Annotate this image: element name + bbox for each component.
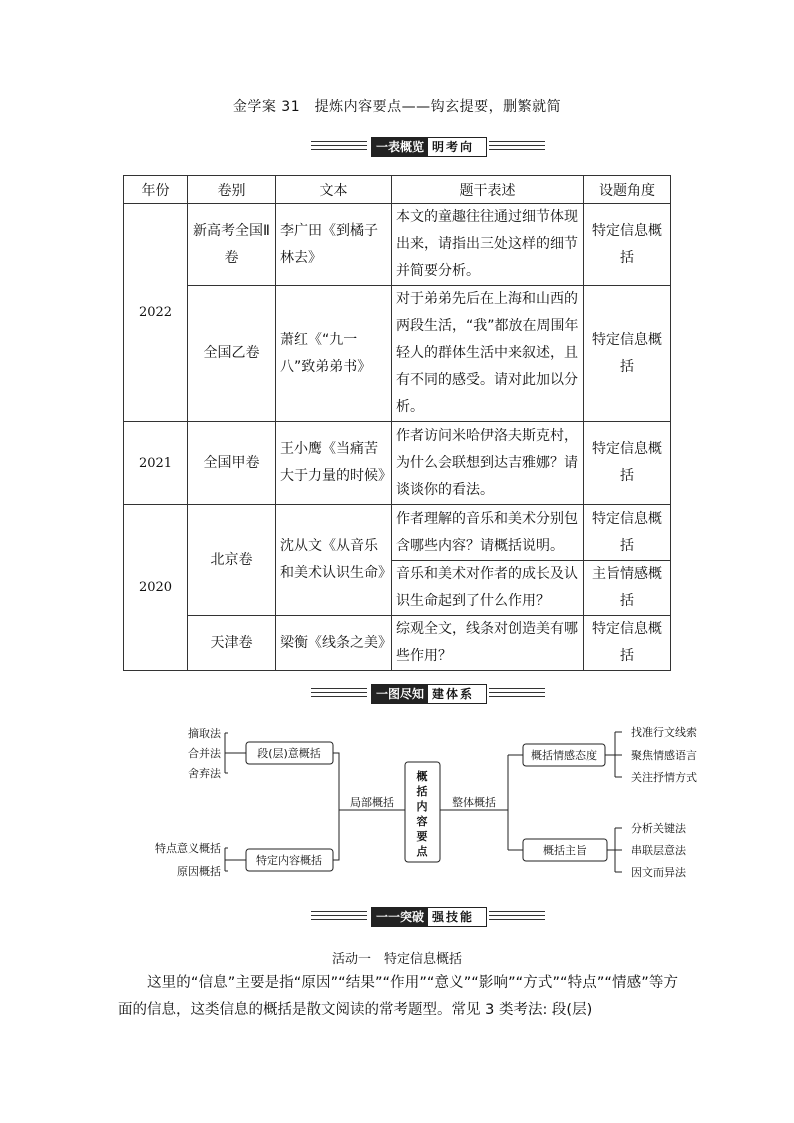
paper-cell: 北京卷	[188, 505, 276, 616]
seg-method-label: 合并法	[188, 747, 221, 760]
center-char: 点	[416, 845, 428, 858]
table-row	[124, 204, 671, 286]
angle-cell: 主旨情感概括	[584, 561, 671, 616]
paper-cell: 天津卷	[188, 616, 276, 671]
paper-cell: 新高考全国Ⅱ卷	[188, 204, 276, 286]
local-label: 局部概括	[350, 796, 394, 809]
paper-cell: 全国甲卷	[188, 422, 276, 505]
seg-node-label: 段(层)意概括	[257, 747, 321, 760]
table-header-row	[124, 176, 671, 204]
theme-node-label: 概括主旨	[543, 844, 587, 857]
emotion-method-label: 找准行文线索	[631, 726, 697, 739]
whole-label: 整体概括	[452, 796, 496, 809]
theme-method-label: 分析关键法	[631, 822, 686, 835]
text-cell: 沈从文《从音乐和美术认识生命》	[276, 505, 392, 616]
emotion-node-label: 概括情感态度	[531, 749, 597, 762]
special-method-label: 原因概括	[177, 865, 221, 878]
seg-method-label: 舍弃法	[188, 767, 221, 780]
angle-cell: 特定信息概括	[584, 204, 671, 286]
theme-method-label: 串联层意法	[631, 844, 686, 857]
year-cell: 2020	[124, 505, 188, 671]
special-node-label: 特定内容概括	[256, 854, 322, 867]
year-cell: 2021	[124, 422, 188, 505]
col-header-angle: 设题角度	[584, 176, 671, 204]
body-paragraph: 这里的“信息”主要是指“原因”“结果”“作用”“意义”“影响”“方式”“特点”“情感”等方面的信息，这类信息的概括是散文阅读的常考题型。常见 3 类考法: 段(层)	[118, 975, 678, 1018]
center-char: 概	[416, 770, 428, 783]
emotion-method-label: 关注抒情方式	[631, 771, 697, 784]
text-cell: 李广田《到橘子林去》	[276, 204, 392, 286]
section-banner-skills	[0, 906, 794, 928]
table-row	[124, 422, 671, 505]
table-row	[124, 505, 671, 561]
connector-line	[605, 732, 622, 777]
emotion-method-label: 聚焦情感语言	[631, 749, 697, 762]
question-cell: 音乐和美术对作者的成长及认识生命起到了什么作用？	[392, 561, 584, 616]
banner-dark-label: 一一突破	[372, 908, 428, 926]
connector-line	[225, 848, 246, 871]
theme-method-label: 因文而异法	[631, 866, 686, 879]
connector-line	[607, 828, 622, 872]
special-method-label: 特点意义概括	[155, 842, 221, 855]
paper-cell: 全国乙卷	[188, 286, 276, 422]
exam-table	[123, 175, 671, 671]
question-cell: 作者理解的音乐和美术分别包含哪些内容？请概括说明。	[392, 505, 584, 561]
angle-cell: 特定信息概括	[584, 422, 671, 505]
page-title: 金学案 31 提炼内容要点——钩玄提要，删繁就简	[232, 99, 562, 115]
table-row	[124, 616, 671, 671]
question-cell: 综观全文，线条对创造美有哪些作用？	[392, 616, 584, 671]
mind-map	[0, 700, 794, 900]
center-char: 内	[416, 800, 428, 813]
section-banner-overview	[0, 136, 794, 158]
angle-cell: 特定信息概括	[584, 505, 671, 561]
center-char: 要	[416, 830, 428, 843]
center-char: 括	[416, 785, 428, 798]
connector-line	[225, 733, 246, 773]
banner-light-label: 建体系	[432, 687, 475, 701]
col-header-paper: 卷别	[188, 176, 276, 204]
banner-dark-label: 一表概览	[372, 138, 428, 156]
text-cell: 梁衡《线条之美》	[276, 616, 392, 671]
center-char: 容	[416, 815, 428, 828]
question-cell: 本文的童趣往往通过细节体现出来，请指出三处这样的细节并简要分析。	[392, 204, 584, 286]
question-cell: 作者访问米哈伊洛夫斯克村，为什么会联想到达吉雅娜？请谈谈你的看法。	[392, 422, 584, 505]
text-cell: 王小鹰《当痛苦大于力量的时候》	[276, 422, 392, 505]
col-header-question: 题干表述	[392, 176, 584, 204]
question-cell: 对于弟弟先后在上海和山西的两段生活，“我”都放在周围年轻人的群体生活中来叙述，且有不同的感受。请对此加以分析。	[392, 286, 584, 422]
banner-light-label: 强技能	[432, 910, 475, 924]
col-header-year: 年份	[124, 176, 188, 204]
text-cell: 萧红《“九一八”致弟弟书》	[276, 286, 392, 422]
banner-light-label: 明考向	[432, 140, 475, 154]
banner-dark-label: 一图尽知	[372, 685, 428, 703]
angle-cell: 特定信息概括	[584, 286, 671, 422]
activity-heading: 活动一 特定信息概括	[331, 952, 462, 967]
seg-method-label: 摘取法	[188, 727, 221, 740]
col-header-text: 文本	[276, 176, 392, 204]
year-cell: 2022	[124, 204, 188, 422]
table-row	[124, 286, 671, 422]
angle-cell: 特定信息概括	[584, 616, 671, 671]
